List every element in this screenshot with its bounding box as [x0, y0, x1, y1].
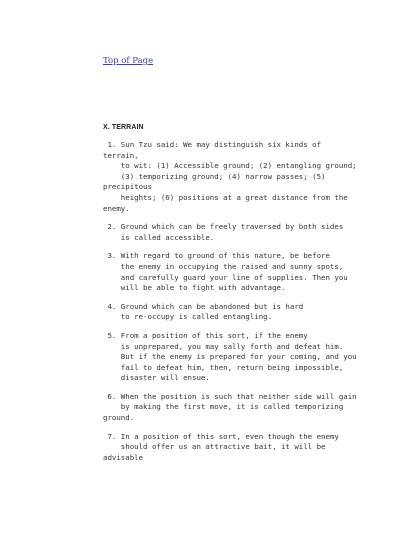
- paragraph: [103, 432, 378, 464]
- text-line: to wit: (1) Accessible ground; (2) entangling ground;: [103, 161, 357, 171]
- text-line: enemy.: [103, 203, 130, 213]
- text-line: to re-occupy is called entangling.: [103, 312, 273, 322]
- text-line: 5. From a position of this sort, if the enemy: [103, 330, 308, 340]
- text-line: fail to defeat him, then, return being impossible,: [103, 362, 344, 372]
- text-line: 3. With regard to ground of this nature, be before: [103, 251, 330, 261]
- paragraph: [103, 331, 378, 384]
- paragraph: [103, 392, 378, 424]
- chapter-heading: X. TERRAIN: [103, 124, 144, 131]
- paragraph: [103, 251, 378, 293]
- text-line: is unprepared, you may sally forth and defeat him.: [103, 341, 344, 351]
- text-line: precipitous: [103, 182, 152, 192]
- text-line: advisable: [103, 452, 144, 462]
- text-line: heights; (6) positions at a great distance from the: [103, 192, 348, 202]
- text-line: 4. Ground which can be abandoned but is hard: [103, 301, 304, 311]
- chapter-body: [103, 140, 378, 471]
- text-line: the enemy in occupying the raised and sunny spots,: [103, 261, 344, 271]
- text-line: 6. When the position is such that neither side will gain: [103, 391, 357, 401]
- text-line: 2. Ground which can be freely traversed by both sides: [103, 222, 344, 232]
- text-line: ground.: [103, 413, 135, 423]
- text-line: will be able to fight with advantage.: [103, 283, 286, 293]
- text-line: is called accessible.: [103, 232, 215, 242]
- text-line: and carefully guard your line of supplies. Then you: [103, 272, 348, 282]
- text-line: (3) temporizing ground; (4) narrow passes; (5): [103, 171, 326, 181]
- paragraph: [103, 302, 378, 323]
- text-line: terrain,: [103, 150, 139, 160]
- top-of-page-link[interactable]: Top of Page: [103, 56, 154, 66]
- text-line: should offer us an attractive bait, it will be: [103, 442, 326, 452]
- text-line: But if the enemy is prepared for your coming, and you: [103, 352, 357, 362]
- text-line: disaster will ensue.: [103, 373, 210, 383]
- text-line: 7. In a position of this sort, even though the enemy: [103, 431, 339, 441]
- paragraph: [103, 222, 378, 243]
- text-line: 1. Sun Tzu said: We may distinguish six kinds of: [103, 140, 322, 149]
- paragraph: [103, 140, 378, 214]
- text-line: by making the first move, it is called temporizing: [103, 402, 344, 412]
